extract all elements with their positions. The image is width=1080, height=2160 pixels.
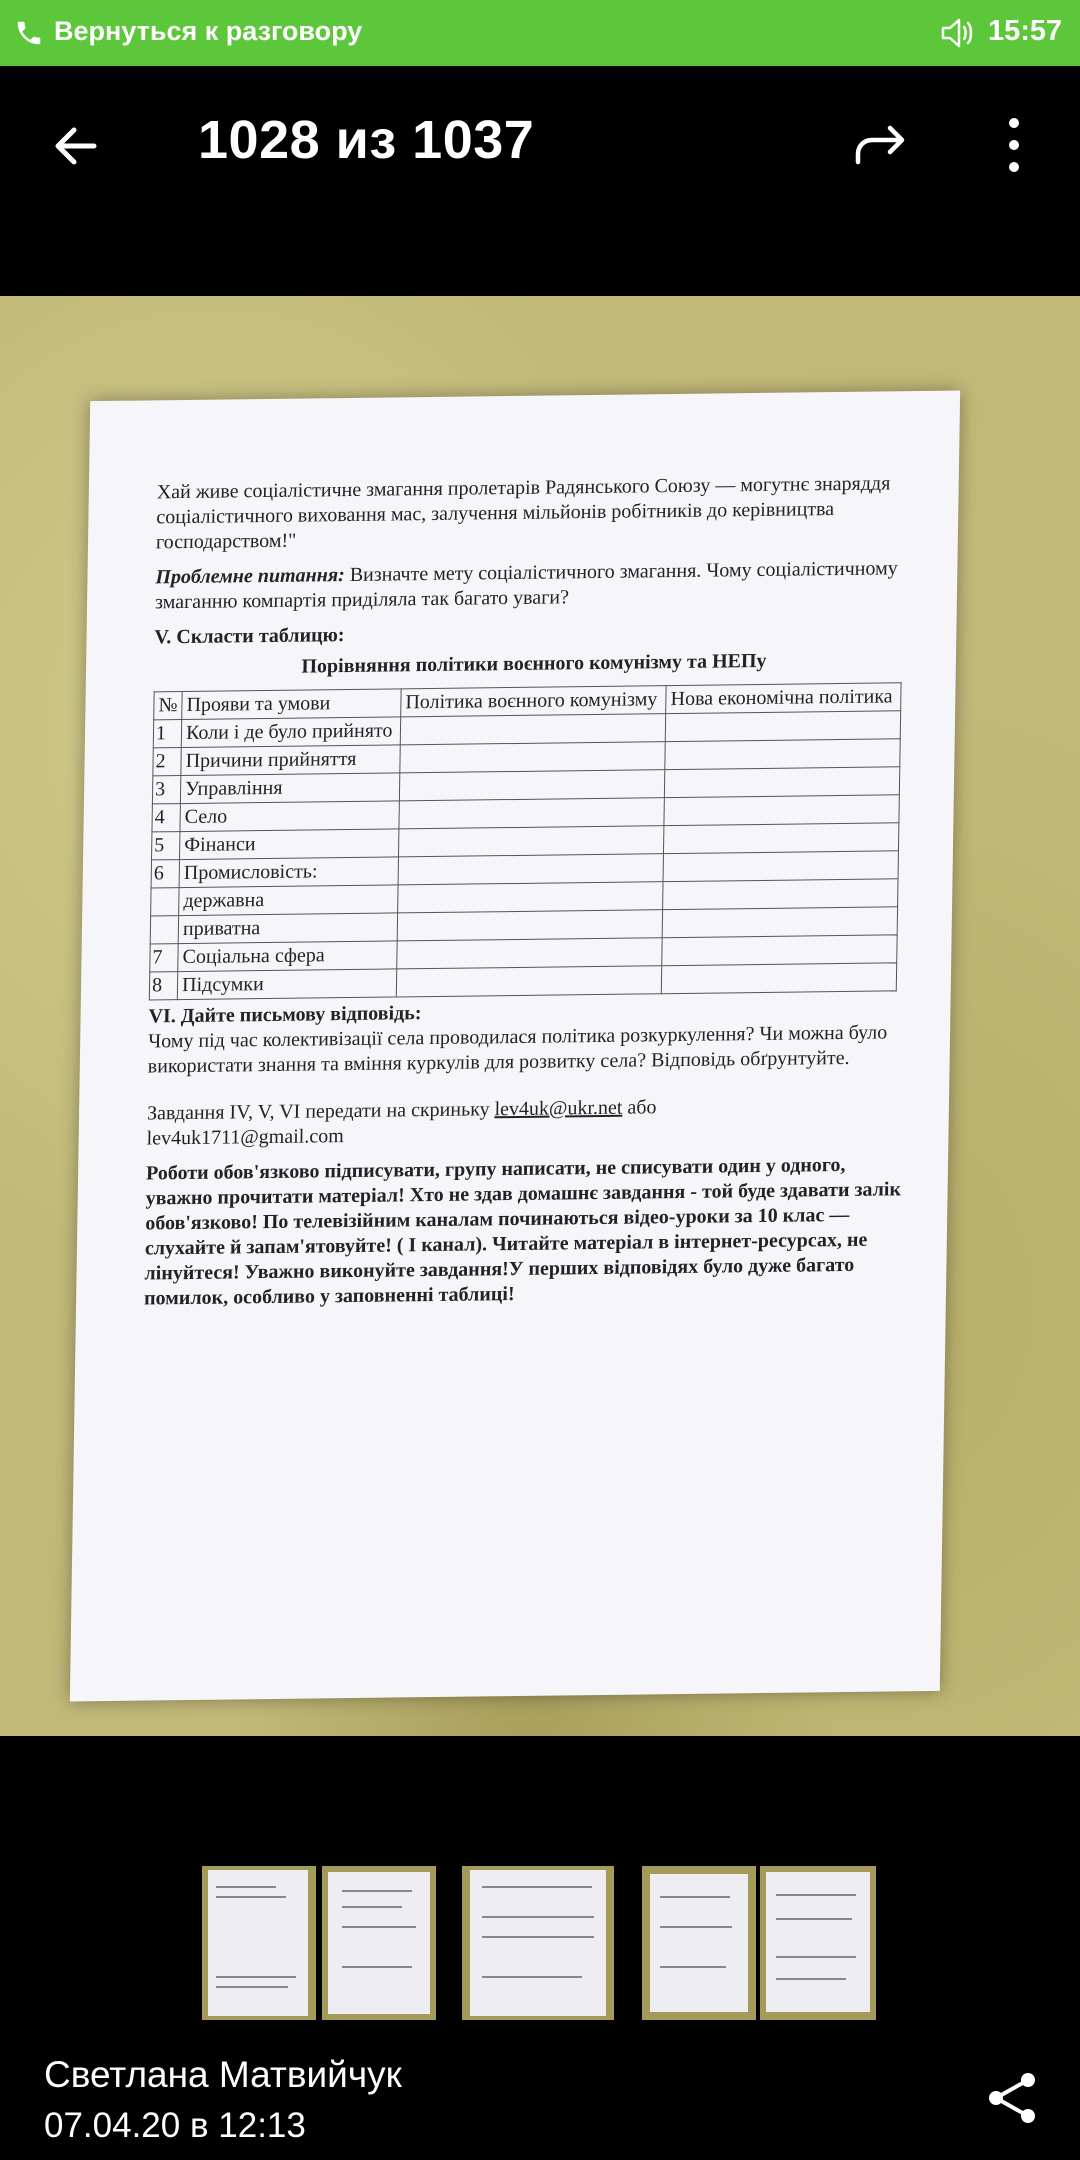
empty-cell [663, 851, 898, 882]
row-label: державна [179, 885, 398, 916]
phone-icon [14, 18, 44, 48]
row-number [151, 888, 180, 916]
photo-view[interactable] [0, 296, 1080, 1736]
row-number: 7 [150, 944, 179, 972]
row-number: 2 [153, 748, 182, 776]
return-to-call-label: Вернуться к разговору [54, 16, 363, 46]
header-nep: Нова економічна політика [666, 683, 901, 714]
more-options-icon[interactable] [1002, 114, 1026, 176]
thumbnail[interactable] [322, 1866, 436, 2020]
header-number: № [154, 692, 183, 720]
empty-cell [400, 742, 666, 773]
thumbnail[interactable] [462, 1866, 614, 2020]
empty-cell [397, 910, 663, 941]
photo-counter: 1028 из 1037 [198, 110, 535, 170]
problem-text: Визначте мету соціалістичного змагання. Чому соціалістичному змаганню компартія приділяла так багато уваги? [154, 557, 898, 614]
empty-cell [662, 907, 897, 938]
share-icon[interactable] [984, 2070, 1040, 2126]
author-name[interactable]: Светлана Матвийчук [44, 2054, 402, 2095]
row-number: 4 [152, 804, 181, 832]
viewer-footer [0, 1736, 1080, 2160]
row-label: приватна [178, 913, 397, 944]
document-sheet [70, 391, 960, 1702]
problem-label: Проблемне питання: [155, 564, 345, 589]
empty-cell [664, 795, 899, 826]
section-5-title: V. Скласти таблицю: [154, 624, 345, 649]
empty-cell [662, 963, 897, 994]
comparison-table [149, 682, 902, 1000]
back-arrow-icon[interactable] [48, 118, 104, 174]
row-number: 1 [153, 720, 182, 748]
empty-cell [399, 770, 665, 801]
thumbnail[interactable] [760, 1866, 876, 2020]
forward-icon[interactable] [852, 116, 910, 174]
empty-cell [663, 879, 898, 910]
row-label: Підсумки [177, 969, 396, 1000]
empty-cell [665, 711, 900, 742]
row-number: 6 [151, 860, 180, 888]
document-text [144, 471, 917, 1322]
empty-cell [399, 826, 665, 857]
row-label: Фінанси [180, 829, 399, 860]
send-prefix: Завдання IV, V, VI передати на скриньку [146, 1098, 495, 1125]
row-label: Управління [180, 773, 399, 804]
send-or: або [622, 1096, 657, 1119]
section-6-text: Чому під час колективізації села проводилася політика розкуркулення? Чи можна було використати знання та вміння куркулів для розвитку села? Відповідь обґрунтуйте. [147, 1021, 888, 1078]
empty-cell [665, 739, 900, 770]
clock: 15:57 [988, 15, 1063, 47]
empty-cell [662, 935, 897, 966]
viewer-toolbar [0, 66, 1080, 296]
row-label: Коли і де було прийнято [181, 717, 400, 748]
row-number: 8 [149, 972, 178, 1000]
post-date: 07.04.20 в 12:13 [44, 2106, 306, 2145]
email-link-1: lev4uk@ukr.net [494, 1096, 623, 1121]
empty-cell [664, 823, 899, 854]
thumbnail[interactable] [642, 1866, 756, 2020]
header-aspects: Прояви та умови [182, 689, 401, 720]
row-label: Промисловість: [179, 857, 398, 888]
thumbnail-strip [202, 1866, 902, 2020]
email-2: lev4uk1711@gmail.com [146, 1125, 344, 1150]
empty-cell [398, 882, 664, 913]
empty-cell [396, 966, 662, 997]
row-number: 5 [152, 832, 181, 860]
empty-cell [665, 767, 900, 798]
row-label: Причини прийняття [181, 745, 400, 776]
send-instructions [146, 1092, 907, 1151]
row-label: Село [180, 801, 399, 832]
empty-cell [400, 714, 666, 745]
section-6-title: VI. Дайте письмову відповідь: [148, 1002, 422, 1028]
quote: Хай живе соціалістичне змагання пролетарів Радянського Союзу — могутнє знаряддя соціалістичного виховання мас, залучення мільйонів робітників до керівництва господарством!" [155, 472, 891, 554]
problem-question [155, 556, 916, 615]
header-war-communism: Політика воєнного комунізму [401, 686, 667, 717]
empty-cell [397, 938, 663, 969]
empty-cell [399, 798, 665, 829]
row-label: Соціальна сфера [178, 941, 397, 972]
row-number [150, 916, 179, 944]
return-to-call-bar[interactable] [0, 0, 1080, 66]
table-title: Порівняння політики воєнного комунізму та НЕПу [301, 649, 767, 678]
teacher-notice: Роботи обов'язково підписувати, групу написати, не списувати один у одного, уважно прочитати матеріал! Хто не здав домашнє завдання - той буде здавати залік обов'язково! По телевізійним каналам починаються відео-уроки за 10 клас — слухайте й запам'ятовуйте! ( І канал). Читайте матеріал в інтернет-ресурсах, не лінуйтеся! Уважно виконуйте завдання!У перших відповідях було дуже багато помилок, особливо у заповненні таблиці! [143, 1153, 902, 1310]
empty-cell [398, 854, 664, 885]
row-number: 3 [152, 776, 181, 804]
thumbnail[interactable] [202, 1866, 316, 2020]
speaker-icon [940, 16, 976, 50]
